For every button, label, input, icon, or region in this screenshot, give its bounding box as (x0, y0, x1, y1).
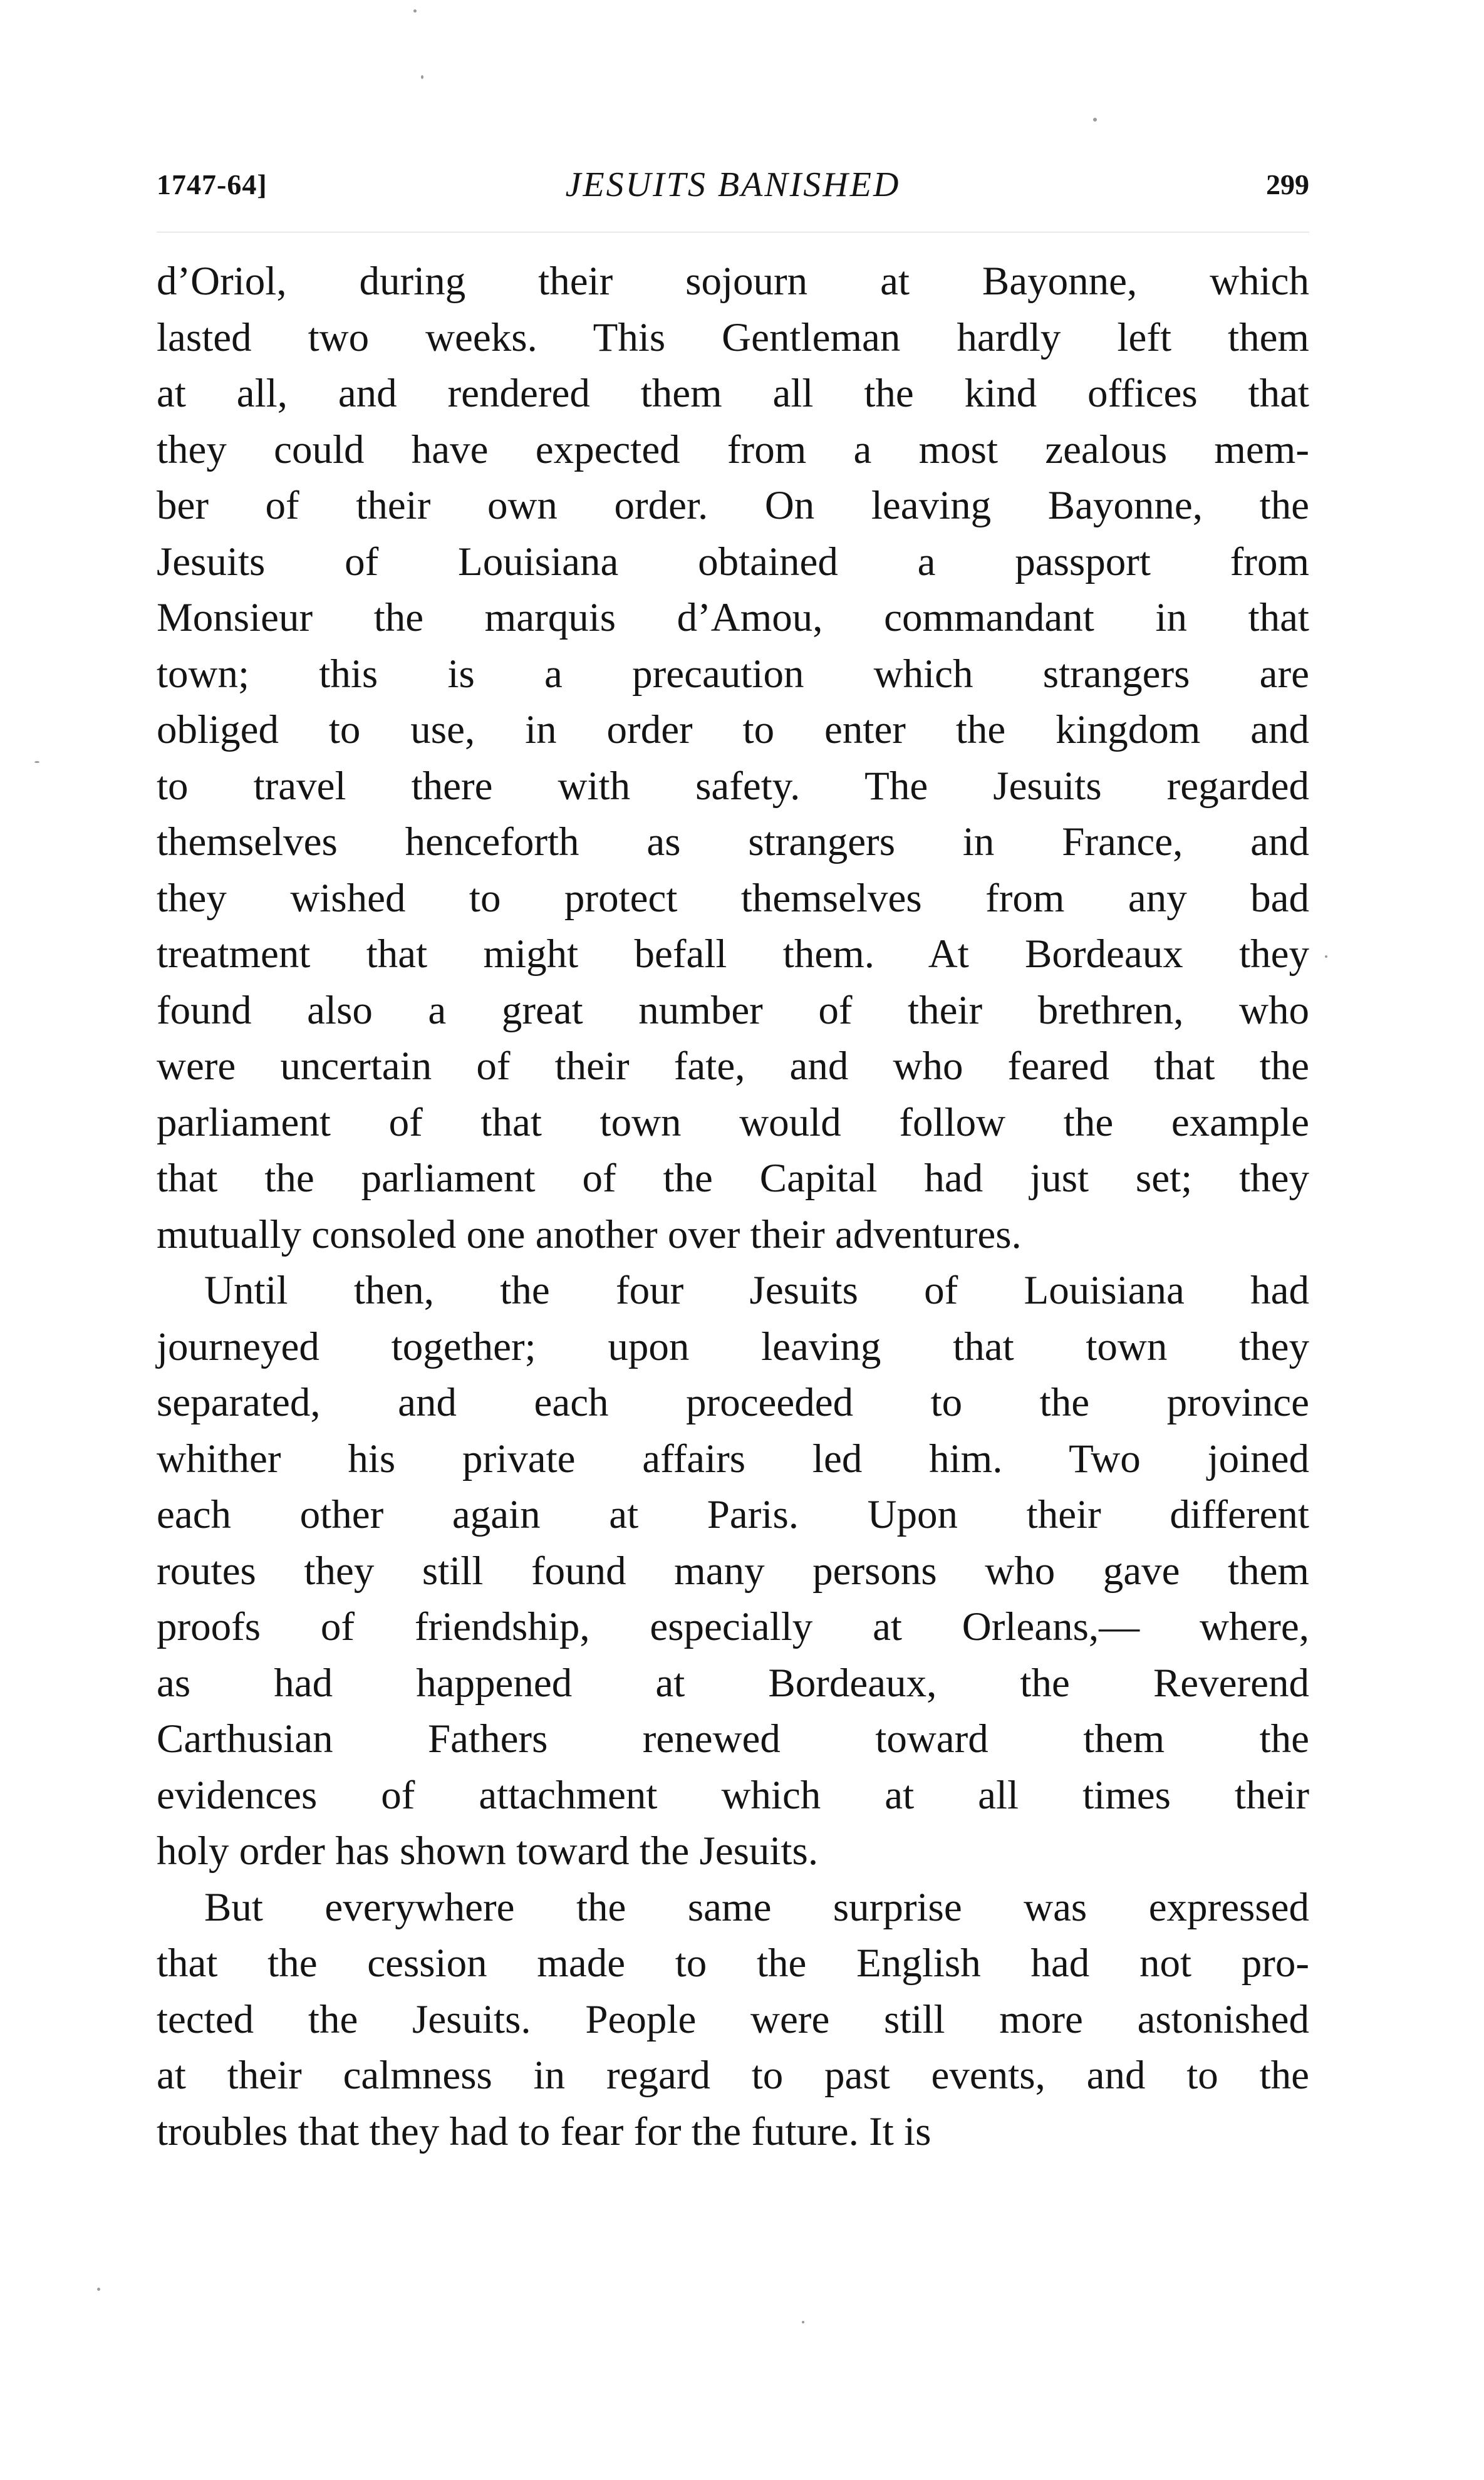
paragraph (157, 1880, 1309, 2161)
text-line: But everywhere the same surprise was expressed (204, 1884, 1309, 1930)
text-line: separated, and each proceeded to the province (157, 1380, 1309, 1425)
text-line: holy order has shown toward the Jesuits. (157, 1829, 819, 1874)
text-line: themselves henceforth as strangers in France, and (157, 819, 1309, 864)
text-line: they wished to protect themselves from any bad (157, 875, 1309, 921)
text-line: as had happened at Bordeaux, the Reverend (157, 1660, 1309, 1706)
text-line: routes they still found many persons who gave them (157, 1548, 1309, 1594)
text-line: d’Oriol, during their sojourn at Bayonne, which (157, 259, 1309, 304)
text-line: ber of their own order. On leaving Bayonne, the (157, 483, 1309, 528)
text-line: parliament of that town would follow the example (157, 1099, 1309, 1145)
text-line: found also a great number of their brethren, who (157, 987, 1309, 1033)
paragraph (157, 1263, 1309, 1880)
text-line: Monsieur the marquis d’Amou, commandant in that (157, 595, 1309, 640)
text-line: were uncertain of their fate, and who feared that the (157, 1044, 1309, 1089)
running-head-title: JESUITS BANISHED (565, 165, 901, 204)
text-line: treatment that might befall them. At Bordeaux they (157, 931, 1309, 977)
scan-speck (413, 9, 417, 13)
text-line: obliged to use, in order to enter the kingdom and (157, 707, 1309, 752)
scan-speck (34, 761, 39, 763)
text-line: Carthusian Fathers renewed toward them the (157, 1716, 1309, 1761)
text-line: town; this is a precaution which strangers are (157, 651, 1309, 697)
running-head-dates: 1747-64] (157, 169, 267, 200)
scan-speck (1093, 118, 1097, 122)
text-line: at all, and rendered them all the kind offices that (157, 371, 1309, 416)
text-line: Jesuits of Louisiana obtained a passport from (157, 539, 1309, 584)
text-line: lasted two weeks. This Gentleman hardly left them (157, 314, 1309, 360)
text-line: evidences of attachment which at all times their (157, 1772, 1309, 1818)
text-line: tected the Jesuits. People were still more astonished (157, 1996, 1309, 2042)
running-head (157, 160, 1309, 204)
text-line: mutually consoled one another over their adventures. (157, 1211, 1022, 1257)
scan-speck (421, 75, 423, 79)
text-line: proofs of friendship, especially at Orleans,— where, (157, 1604, 1309, 1649)
text-line: to travel there with safety. The Jesuits regarded (157, 763, 1309, 809)
text-line: journeyed together; upon leaving that town they (157, 1324, 1309, 1369)
text-line: Until then, the four Jesuits of Louisiana had (204, 1268, 1309, 1313)
scan-speck (97, 2288, 100, 2291)
body-text (157, 254, 1309, 2160)
scan-speck (802, 2321, 804, 2323)
book-page (157, 160, 1309, 2154)
text-line: that the cession made to the English had not pro- (157, 1941, 1309, 1986)
page-number: 299 (1266, 169, 1309, 200)
text-line: troubles that they had to fear for the future. It is (157, 2109, 931, 2154)
scan-speck (1325, 955, 1327, 958)
paragraph (157, 254, 1309, 1263)
text-line: each other again at Paris. Upon their different (157, 1492, 1309, 1537)
text-line: at their calmness in regard to past events, and to the (157, 2053, 1309, 2098)
text-line: they could have expected from a most zealous mem- (157, 427, 1309, 472)
text-line: whither his private affairs led him. Two joined (157, 1436, 1309, 1481)
text-line: that the parliament of the Capital had just set; they (157, 1156, 1309, 1201)
